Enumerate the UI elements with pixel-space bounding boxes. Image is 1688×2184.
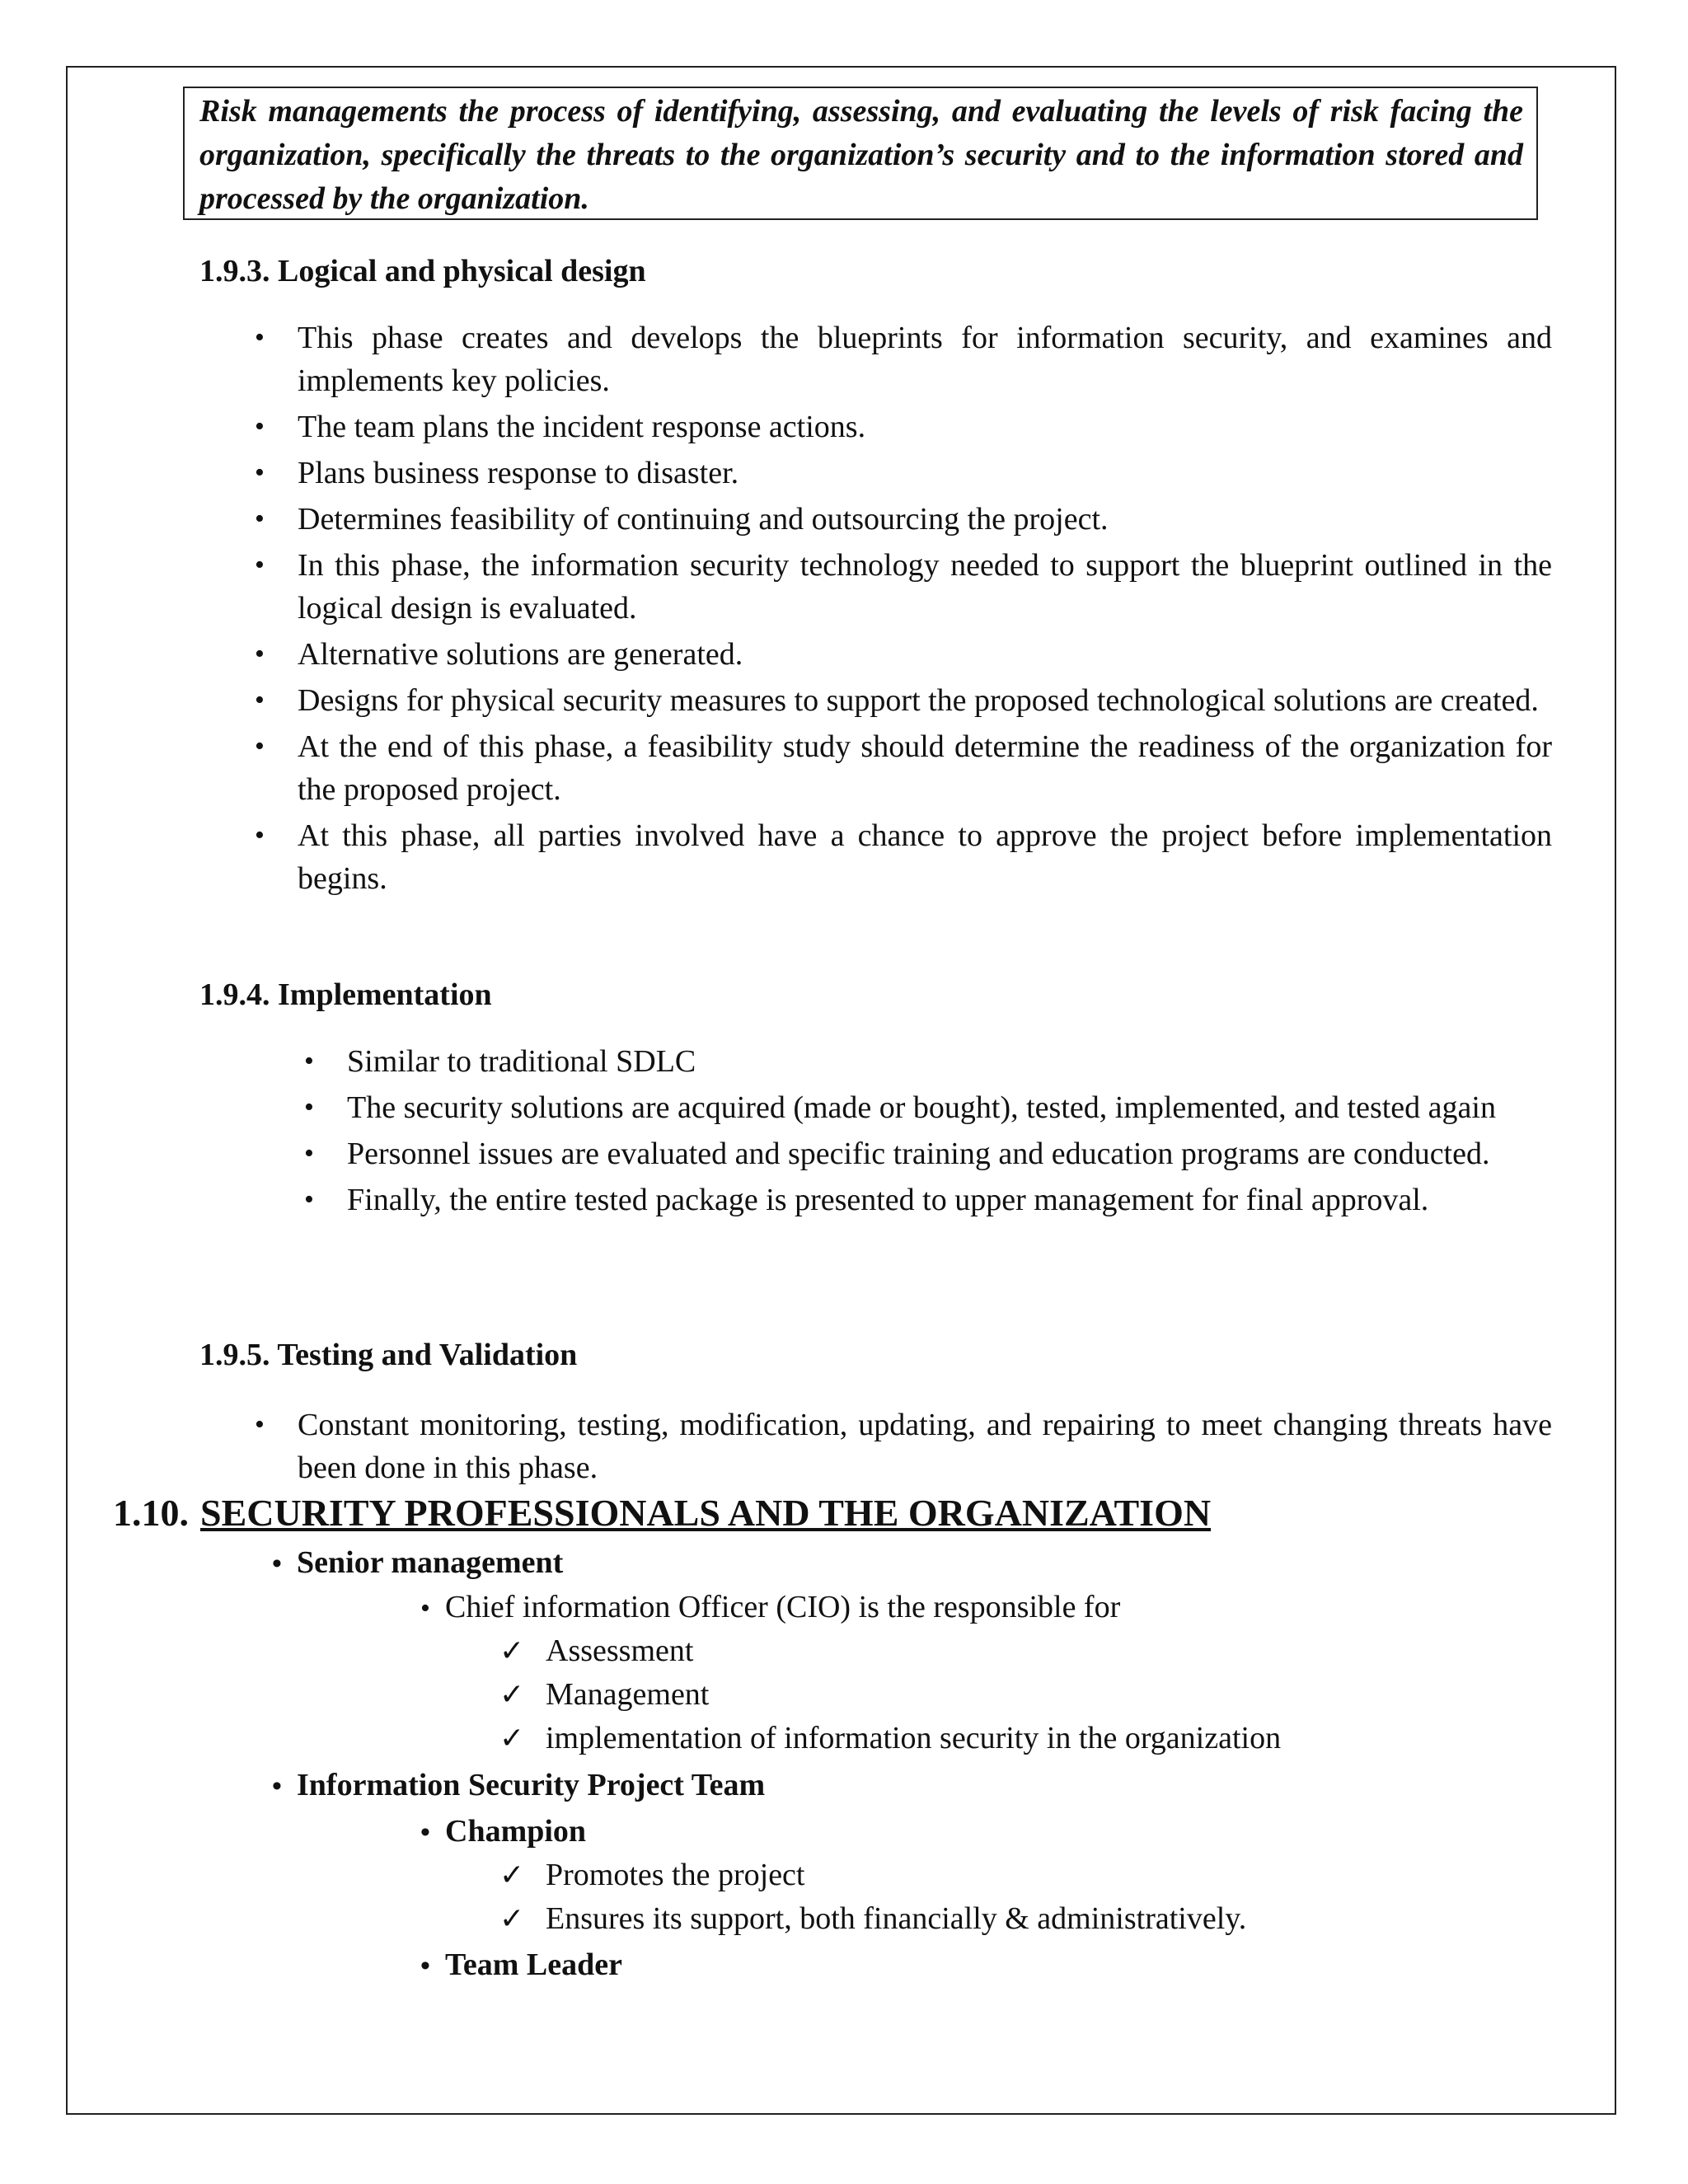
list-item: • Finally, the entire tested package is presented to upper management for final approval. xyxy=(347,1179,1552,1221)
list-item: • Determines feasibility of continuing and outsourcing the project. xyxy=(298,498,1552,541)
checkmark-icon: ✓ xyxy=(499,1722,525,1755)
checkmark-icon: ✓ xyxy=(499,1634,525,1667)
list-item: • Plans business response to disaster. xyxy=(298,452,1552,494)
checkmark-icon: ✓ xyxy=(499,1858,525,1891)
list-item: • In this phase, the information security technology needed to support the blueprint outlined in the logical design is evaluated. xyxy=(298,544,1552,630)
bullet-icon: • xyxy=(272,1771,282,1802)
bullet-icon: • xyxy=(304,1138,314,1169)
champion-item: • Champion xyxy=(420,1810,586,1854)
list-item: • Constant monitoring, testing, modification, updating, and repairing to meet changing threats have been done in this phase. xyxy=(298,1404,1552,1489)
bullet-icon: • xyxy=(255,731,265,762)
bullet-icon: • xyxy=(255,639,265,669)
section-heading-1-10 xyxy=(113,1490,1211,1536)
list-item: • This phase creates and develops the blueprints for information security, and examines and implements key policies. xyxy=(298,316,1552,402)
senior-management-item: • Senior management xyxy=(272,1541,563,1586)
list-item: • Personnel issues are evaluated and specific training and education programs are conducted. xyxy=(347,1132,1552,1175)
bullet-icon: • xyxy=(255,457,265,488)
bullet-icon: • xyxy=(255,820,265,851)
check-item: ✓ Promotes the project xyxy=(499,1854,804,1896)
list-item: • The team plans the incident response actions. xyxy=(298,405,1552,448)
bullet-icon: • xyxy=(255,1409,265,1440)
bullet-icon: • xyxy=(304,1184,314,1215)
cio-item: • Chief information Officer (CIO) is the responsible for xyxy=(420,1586,1120,1630)
checkmark-icon: ✓ xyxy=(499,1902,525,1935)
list-item: • The security solutions are acquired (made or bought), tested, implemented, and tested again xyxy=(347,1086,1552,1129)
bullet-icon: • xyxy=(255,411,265,442)
bullet-icon: • xyxy=(420,1593,430,1624)
checkmark-icon: ✓ xyxy=(499,1678,525,1711)
bullet-icon: • xyxy=(255,504,265,534)
section-title: SECURITY PROFESSIONALS AND THE ORGANIZATION xyxy=(200,1492,1212,1534)
list-item: • Similar to traditional SDLC xyxy=(347,1040,1552,1083)
bullet-icon: • xyxy=(304,1046,314,1076)
bullet-icon: • xyxy=(420,1817,430,1848)
check-item: ✓ Management xyxy=(499,1673,709,1716)
list-item: • Alternative solutions are generated. xyxy=(298,633,1552,676)
bullet-icon: • xyxy=(272,1549,282,1579)
section-heading-1-9-4: 1.9.4. Implementation xyxy=(199,977,492,1012)
bullet-icon: • xyxy=(255,685,265,715)
list-item: • At this phase, all parties involved have a chance to approve the project before implementation begins. xyxy=(298,814,1552,900)
section-heading-1-9-5: 1.9.5. Testing and Validation xyxy=(199,1338,578,1372)
list-1-9-4 xyxy=(304,1040,1552,1225)
project-team-item: • Information Security Project Team xyxy=(272,1764,765,1808)
bullet-icon: • xyxy=(304,1092,314,1122)
definition-box: Risk managements the process of identifying, assessing, and evaluating the levels of risk facing the organization, specifically the threats to the organization’s security and to the information stored and processed by the organization. xyxy=(183,87,1538,220)
bullet-icon: • xyxy=(255,322,265,353)
list-item: • At the end of this phase, a feasibility study should determine the readiness of the organization for the proposed project. xyxy=(298,725,1552,811)
section-number: 1.10. xyxy=(113,1492,189,1534)
section-heading-1-9-3: 1.9.3. Logical and physical design xyxy=(199,254,646,288)
list-item: • Designs for physical security measures to support the proposed technological solutions are created. xyxy=(298,679,1552,722)
team-leader-item: • Team Leader xyxy=(420,1943,622,1988)
bullet-icon: • xyxy=(420,1951,430,1981)
bullet-icon: • xyxy=(255,550,265,580)
list-1-9-5 xyxy=(255,1404,1552,1493)
check-item: ✓ Assessment xyxy=(499,1629,693,1672)
check-item: ✓ Ensures its support, both financially & administratively. xyxy=(499,1897,1246,1940)
list-1-9-3 xyxy=(255,316,1552,903)
check-item: ✓ implementation of information security in the organization xyxy=(499,1717,1281,1760)
